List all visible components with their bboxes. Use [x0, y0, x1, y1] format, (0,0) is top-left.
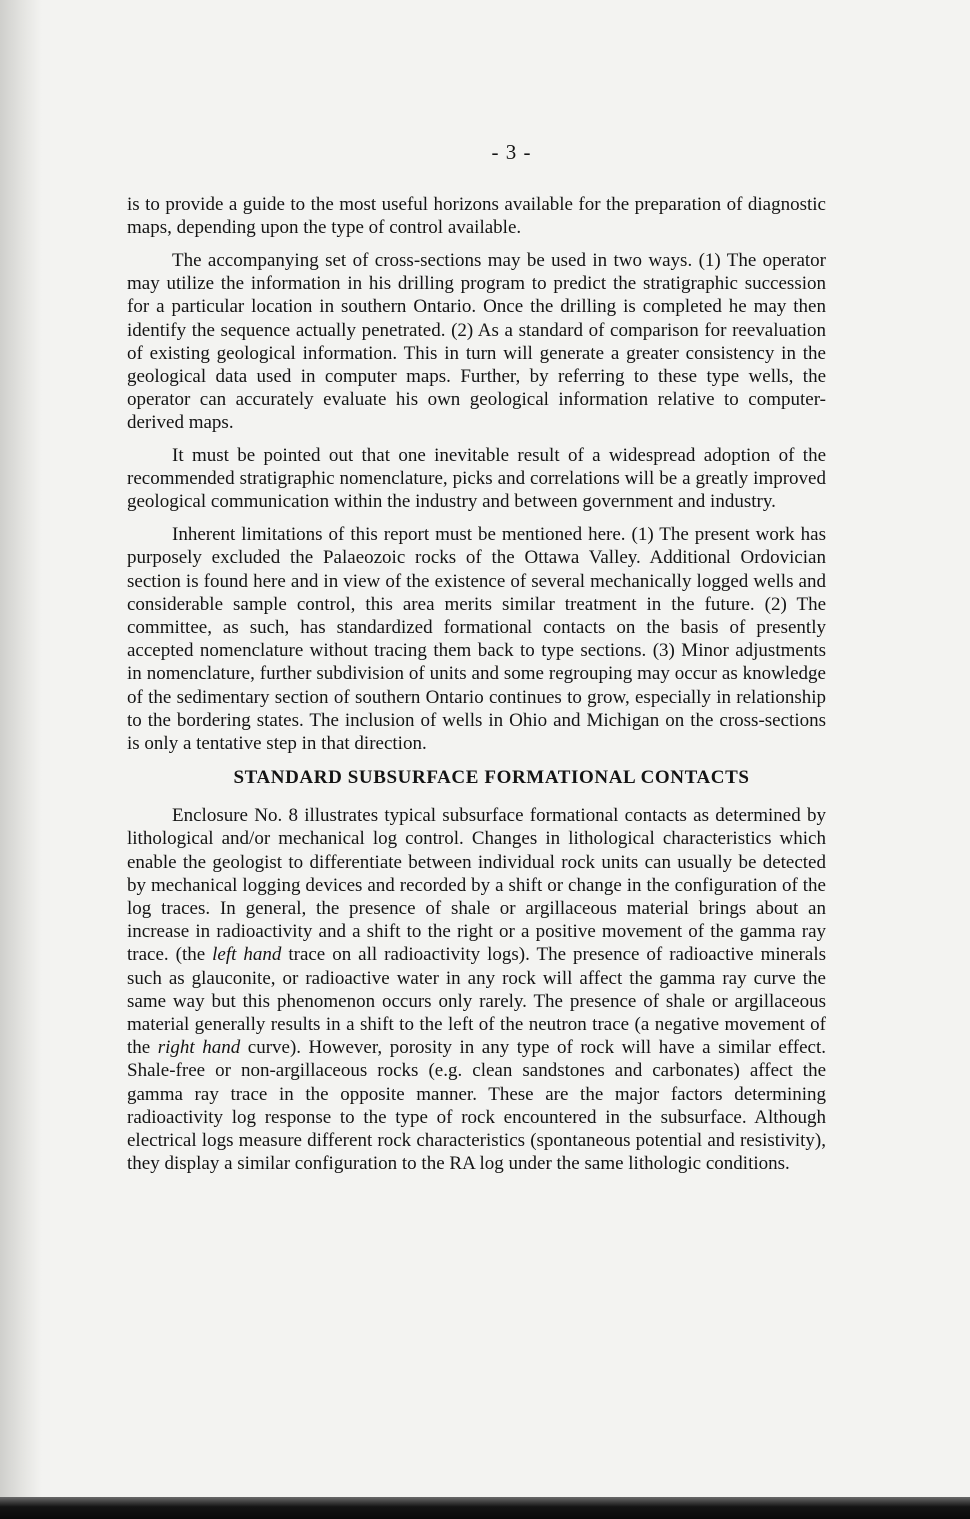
paragraph-limitations: Inherent limitations of this report must be mentioned here. (1) The present work has purposely excluded the Palaeozoic rocks of the Ottawa Valley. Additional Ordovician section is found here and in view of the existence of several mechanically logged wells and considerable sample control, this area merits similar treatment in the future. (2) The committee, as such, has standardized formational contacts on the basis of presently accepted nomenclature without tracing them back to type sections. (3) Minor adjustments in nomenclature, further subdivision of units and some regrouping may occur as knowledge of the sedimentary section of southern Ontario continues to grow, especially in relationship to the bordering states. The inclusion of wells in Ohio and Michigan on the cross-sections is only a tentative step in that direction. [127, 524, 826, 754]
page-bottom-edge [0, 1497, 970, 1519]
text-segment: curve). However, porosity in any type of rock will have a similar effect. Shale-free or non-argillaceous rocks (e.g. clean sandstones and carbonates) affect the gamma ray trace in the opposite manner. These are the major factors determining radioactivity log response to the type of rock encountered in the subsurface. Although electrical logs measure different rock characteristics (spontaneous potential and resistivity), they display a similar configuration to the RA log under the same lithologic conditions. [127, 1037, 827, 1175]
text-segment: trace on all radioactivity logs). The presence of radioactive minerals such as glauconite, or radioactive water in any rock will affect the gamma ray curve the same way but this phenomenon occurs only rarely. The presence of shale or argillaceous material generally results in a shift to the left of the neutron trace (a negative movement of the [127, 944, 826, 1059]
document-page [127, 140, 826, 1185]
paragraph-cross-sections: The accompanying set of cross-sections may be used in two ways. (1) The operator may utilize the information in his drilling program to predict the stratigraphic succession for a particular location in southern Ontario. Once the drilling is completed he may then identify the sequence actually penetrated. (2) As a standard of comparison for reevaluation of existing geological information. This in turn will generate a greater consistency in the geological data used in computer maps. Further, by referring to these type wells, the operator can accurately evaluate his own geological information relative to computer-derived maps. [127, 249, 826, 434]
paragraph-continuation: is to provide a guide to the most useful horizons available for the preparation of diagnostic maps, depending upon the type of control available. [127, 194, 826, 239]
page-number: - 3 - [491, 140, 532, 164]
page-binding-shadow [0, 0, 42, 1519]
italic-left-hand: left hand [212, 944, 282, 966]
italic-right-hand: right hand [157, 1037, 241, 1059]
paragraph-formational-contacts [127, 804, 826, 1175]
section-heading: STANDARD SUBSURFACE FORMATIONAL CONTACTS [233, 767, 750, 789]
text-segment: Enclosure No. 8 illustrates typical subsurface formational contacts as determined by lithological and/or mechanical log control. Changes in lithological characteristics which enable the geologist to differentiate between individual rock units can usually be detected by mechanical logging devices and recorded by a shift or change in the configuration of the log traces. In general, the presence of shale or argillaceous material brings about an increase in radioactivity and a shift to the right or a positive movement of the gamma ray trace. (the [127, 805, 826, 966]
paragraph-nomenclature-adoption: It must be pointed out that one inevitable result of a widespread adoption of the recommended stratigraphic nomenclature, picks and correlations will be a greatly improved geological communication within the industry and between government and industry. [127, 445, 826, 513]
